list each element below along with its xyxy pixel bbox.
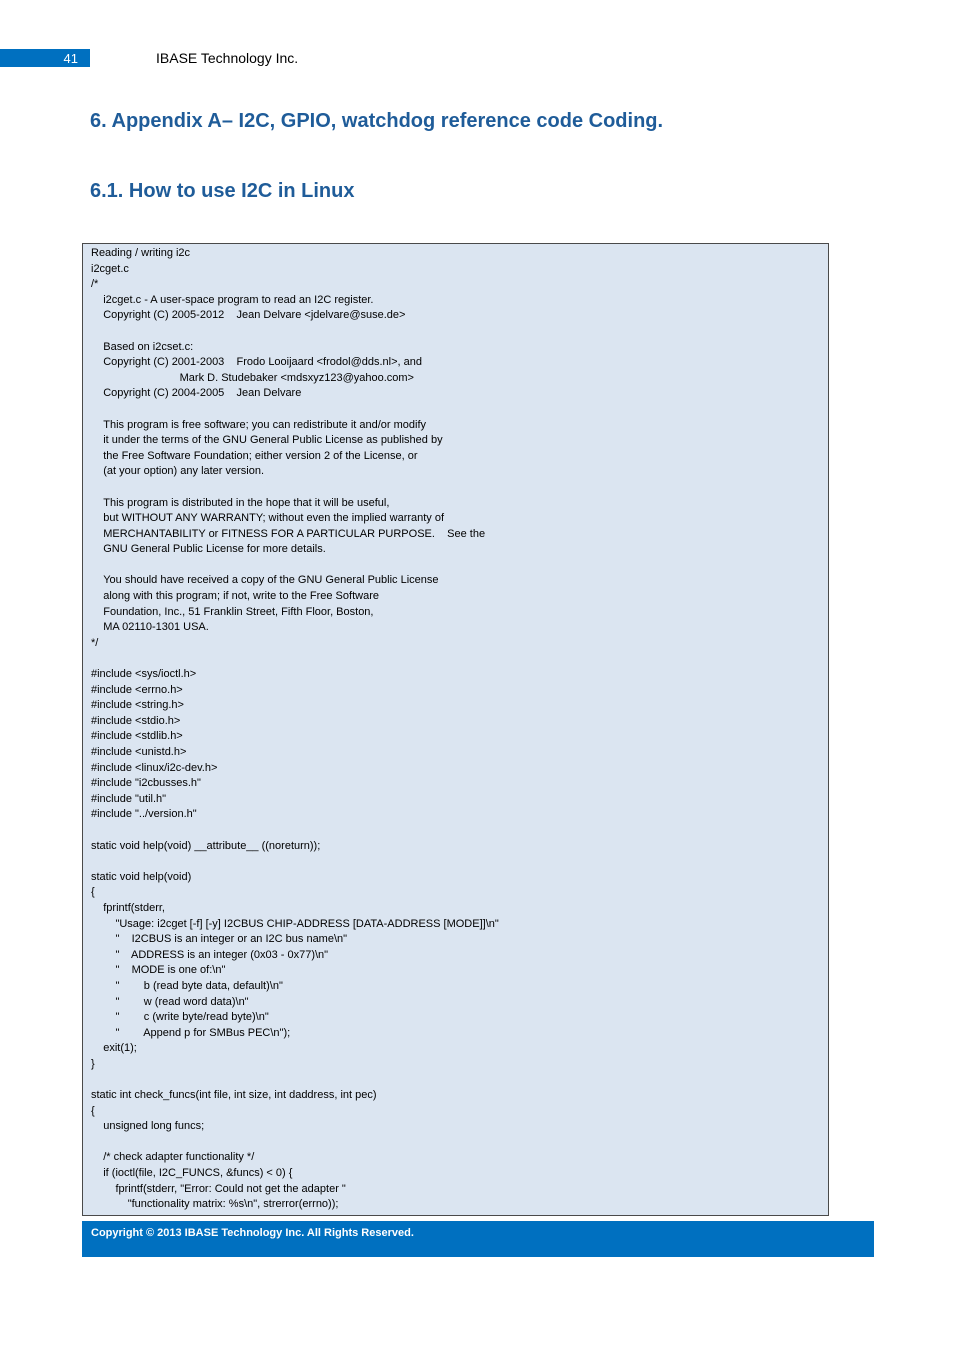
footer-bar <box>82 1221 874 1257</box>
footer-copyright: Copyright © 2013 IBASE Technology Inc. All Rights Reserved. <box>91 1227 414 1239</box>
section-heading: 6. Appendix A– I2C, GPIO, watchdog reference code Coding. <box>90 110 664 132</box>
subsection-heading: 6.1. How to use I2C in Linux <box>90 180 355 202</box>
page-number: 41 <box>63 51 78 66</box>
page-number-bar <box>0 49 90 67</box>
company-header: IBASE Technology Inc. <box>156 50 299 66</box>
code-listing-box <box>82 243 829 1216</box>
code-listing: Reading / writing i2c i2cget.c /* i2cget.c - A user-space program to read an I2C register. Copyright (C) 2005-2012 Jean Delvare <jdelvare@suse.de> Based on i2cset.c: Copyright (C) 2001-2003 Frodo Looijaard <frodol@dds.nl>, and Mark D. Studebaker <mdsxyz123@yahoo.com> Copyright (C) 2004-2005 Jean Delvare This program is free software; you can redistribute it and/or modify it under the terms of the GNU General Public License as published by the Free Software Foundation; either version 2 of the License, or (at your option) any later version. This program is distributed in the hope that it will be useful, but WITHOUT ANY WARRANTY; without even the implied warranty of MERCHANTABILITY or FITNESS FOR A PARTICULAR PURPOSE. See the GNU General Public License for more details. You should have received a copy of the GNU General Public License along with this program; if not, write to the Free Software Foundation, Inc., 51 Franklin Street, Fifth Floor, Boston, MA 02110-1301 USA. */ #include <sys/ioctl.h> #include <errno.h> #include <string.h> #include <stdio.h> #include <stdlib.h> #include <unistd.h> #include <linux/i2c-dev.h> #include "i2cbusses.h" #include "util.h" #include "../version.h" static void help(void) __attribute__ ((noreturn)); static void help(void) { fprintf(stderr, "Usage: i2cget [-f] [-y] I2CBUS CHIP-ADDRESS [DATA-ADDRESS [MODE]]\n" " I2CBUS is an integer or an I2C bus name\n" " ADDRESS is an integer (0x03 - 0x77)\n" " MODE is one of:\n" " b (read byte data, default)\n" " w (read word data)\n" " c (write byte/read byte)\n" " Append p for SMBus PEC\n"); exit(1); } static int check_funcs(int file, int size, int daddress, int pec) { unsigned long funcs; /* check adapter functionality */ if (ioctl(file, I2C_FUNCS, &funcs) < 0) { fprintf(stderr, "Error: Could not get the adapter " "functionality matrix: %s\n", strerror(errno)); <box>91 247 499 1211</box>
